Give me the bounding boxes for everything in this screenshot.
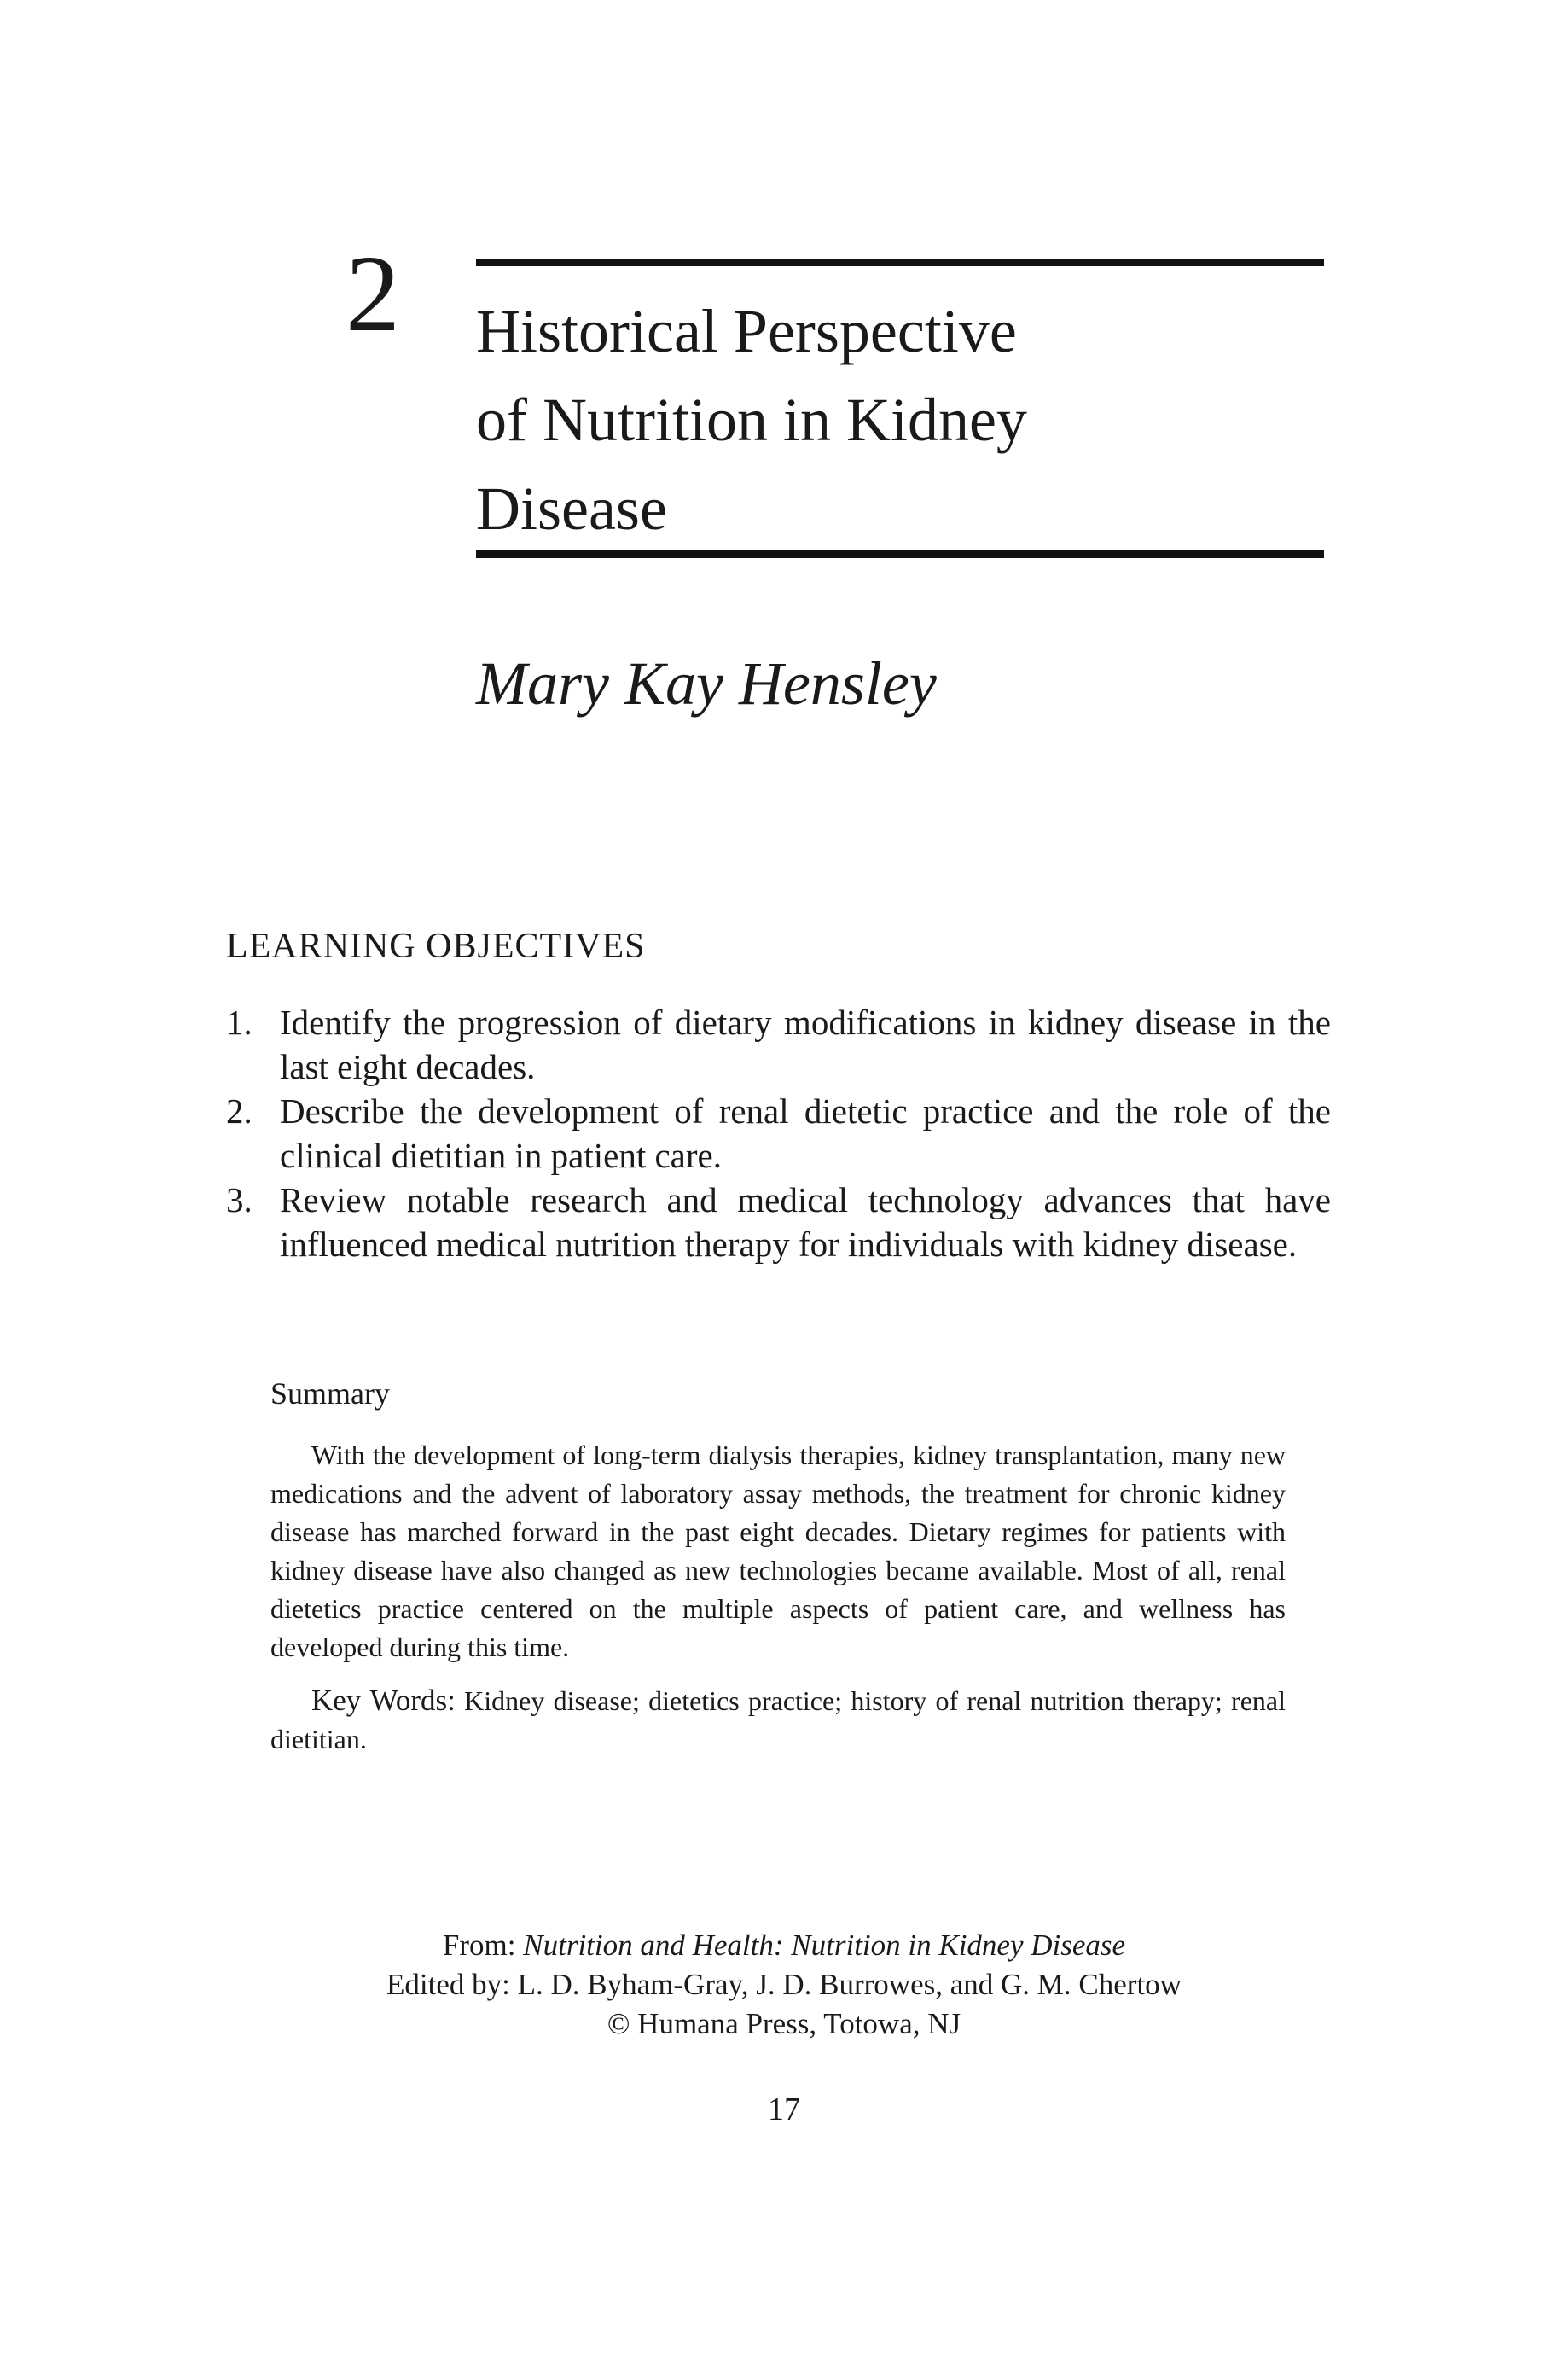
- summary-heading: Summary: [270, 1376, 390, 1411]
- chapter-title-line: Disease: [476, 474, 667, 543]
- author-name: Mary Kay Hensley: [476, 649, 937, 718]
- keywords-paragraph: [270, 1681, 1286, 1759]
- source-editors: Edited by: L. D. Byham-Gray, J. D. Burrowes, and G. M. Chertow: [386, 1968, 1182, 2001]
- chapter-title-line: Historical Perspective: [476, 297, 1017, 365]
- keywords-label: Key Words:: [311, 1684, 456, 1717]
- source-from-line: [0, 1925, 1568, 1966]
- chapter-number: 2: [346, 233, 400, 354]
- learning-objectives-heading: LEARNING OBJECTIVES: [226, 927, 646, 966]
- chapter-title: [476, 287, 1329, 553]
- source-publisher: © Humana Press, Totowa, NJ: [607, 2007, 961, 2040]
- objective-number: 3.: [226, 1180, 253, 1219]
- learning-objectives-list: [226, 1000, 1331, 1266]
- objective-text: Identify the progression of dietary modifications in kidney disease in the last eight decades.: [280, 1003, 1331, 1086]
- objective-item: [226, 1178, 1331, 1266]
- objective-text: Describe the development of renal dietetic practice and the role of the clinical dietitian in patient care.: [280, 1091, 1331, 1175]
- chapter-title-line: of Nutrition in Kidney: [476, 386, 1027, 454]
- objective-text: Review notable research and medical technology advances that have influenced medical nutrition therapy for individuals with kidney disease.: [280, 1180, 1331, 1264]
- page-number: 17: [768, 2092, 800, 2127]
- title-rule-bottom: [476, 550, 1324, 558]
- objective-number: 2.: [226, 1091, 253, 1131]
- title-rule-top: [476, 259, 1324, 266]
- summary-paragraph: With the development of long-term dialysis therapies, kidney transplantation, many new medications and the advent of laboratory assay methods, the treatment for chronic kidney disease has marched forward in the past eight decades. Dietary regimes for patients with kidney disease have also changed as new technologies became available. Most of all, renal dietetics practice centered on the multiple aspects of patient care, and wellness has developed during this time.: [270, 1440, 1286, 1662]
- objective-item: [226, 1000, 1331, 1089]
- objective-item: [226, 1089, 1331, 1178]
- keywords-text: Kidney disease; dietetics practice; history of renal nutrition therapy; renal dietitian.: [270, 1685, 1286, 1754]
- objective-number: 1.: [226, 1003, 253, 1042]
- source-book-title: Nutrition and Health: Nutrition in Kidney Disease: [523, 1929, 1126, 1962]
- source-from-label: From:: [442, 1929, 516, 1962]
